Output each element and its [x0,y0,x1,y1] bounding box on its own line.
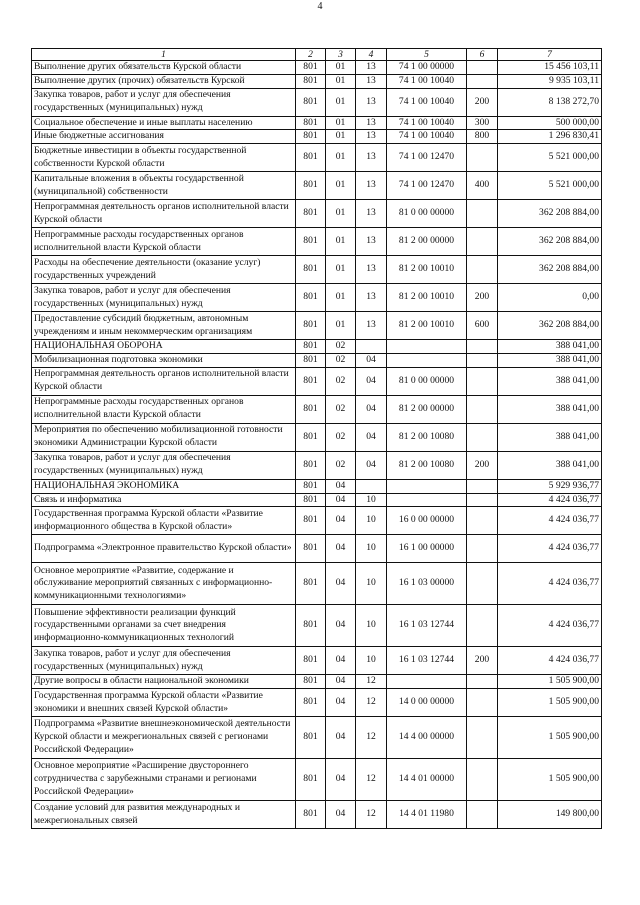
row-rz: 01 [326,256,356,284]
row-pr: 10 [356,507,387,535]
row-csr: 14 4 00 00000 [387,717,467,759]
row-gr: 801 [296,605,326,647]
table-row [32,130,602,144]
row-gr: 801 [296,563,326,605]
row-vr: 200 [467,88,498,116]
row-vr [467,535,498,563]
row-vr [467,61,498,75]
header-cell: 2 [296,49,326,61]
row-rz: 04 [326,759,356,801]
row-pr: 10 [356,535,387,563]
row-csr: 74 1 00 10040 [387,74,467,88]
row-rz: 04 [326,493,356,507]
row-pr: 12 [356,759,387,801]
header-cell: 1 [32,49,296,61]
table-row [32,535,602,563]
row-gr: 801 [296,479,326,493]
row-name: Иные бюджетные ассигнования [32,130,296,144]
row-amount: 4 424 036,77 [498,535,602,563]
row-csr [387,493,467,507]
row-gr: 801 [296,689,326,717]
row-rz: 02 [326,353,356,367]
row-name: Выполнение других (прочих) обязательств Курской [32,74,296,88]
row-rz: 04 [326,689,356,717]
row-name: Предоставление субсидий бюджетным, автономным учреждениям и иным некоммерческим организациям [32,312,296,340]
row-vr [467,395,498,423]
row-gr: 801 [296,717,326,759]
budget-table [31,48,602,829]
row-gr: 801 [296,200,326,228]
row-rz: 04 [326,535,356,563]
row-rz: 04 [326,479,356,493]
row-rz: 04 [326,647,356,675]
row-amount: 1 296 830,41 [498,130,602,144]
row-vr [467,717,498,759]
row-vr: 800 [467,130,498,144]
row-amount: 388 041,00 [498,353,602,367]
row-gr: 801 [296,284,326,312]
row-gr: 801 [296,144,326,172]
row-rz: 02 [326,423,356,451]
row-gr: 801 [296,801,326,829]
row-csr: 81 2 00 10080 [387,423,467,451]
row-csr: 74 1 00 10040 [387,116,467,130]
row-vr [467,759,498,801]
table-row [32,507,602,535]
row-pr [356,340,387,354]
row-name: Капитальные вложения в объекты государственной (муниципальной) собственности [32,172,296,200]
table-row [32,256,602,284]
row-vr [467,479,498,493]
row-csr: 14 4 01 00000 [387,759,467,801]
row-rz: 04 [326,717,356,759]
row-rz: 01 [326,130,356,144]
row-vr [467,493,498,507]
table-row [32,144,602,172]
row-name: Связь и информатика [32,493,296,507]
row-amount: 362 208 884,00 [498,312,602,340]
row-gr: 801 [296,88,326,116]
row-rz: 04 [326,801,356,829]
table-row [32,563,602,605]
row-pr: 04 [356,353,387,367]
header-cell: 3 [326,49,356,61]
row-rz: 04 [326,563,356,605]
row-pr: 12 [356,675,387,689]
table-row [32,200,602,228]
row-pr: 10 [356,647,387,675]
row-vr [467,353,498,367]
row-amount: 5 521 000,00 [498,172,602,200]
row-vr [467,507,498,535]
table-row [32,340,602,354]
header-cell: 4 [356,49,387,61]
row-csr: 81 2 00 10010 [387,312,467,340]
row-gr: 801 [296,256,326,284]
row-csr: 16 1 03 00000 [387,563,467,605]
row-amount: 1 505 900,00 [498,759,602,801]
row-amount: 388 041,00 [498,340,602,354]
row-name: Непрограммные расходы государственных органов исполнительной власти Курской области [32,228,296,256]
row-csr [387,675,467,689]
table-row [32,451,602,479]
table-row [32,605,602,647]
row-name: НАЦИОНАЛЬНАЯ ЭКОНОМИКА [32,479,296,493]
table-row [32,74,602,88]
row-name: Создание условий для развития международных и межрегиональных связей [32,801,296,829]
row-name: НАЦИОНАЛЬНАЯ ОБОРОНА [32,340,296,354]
row-name: Мобилизационная подготовка экономики [32,353,296,367]
row-csr: 16 1 03 12744 [387,647,467,675]
row-gr: 801 [296,116,326,130]
row-csr: 16 0 00 00000 [387,507,467,535]
row-vr [467,200,498,228]
row-amount: 5 521 000,00 [498,144,602,172]
table-row [32,284,602,312]
row-csr: 81 0 00 00000 [387,367,467,395]
row-pr: 12 [356,717,387,759]
row-amount: 4 424 036,77 [498,493,602,507]
header-cell: 5 [387,49,467,61]
table-row [32,479,602,493]
row-pr: 04 [356,451,387,479]
row-pr: 13 [356,130,387,144]
row-amount: 362 208 884,00 [498,228,602,256]
row-amount: 362 208 884,00 [498,200,602,228]
row-gr: 801 [296,395,326,423]
row-amount: 149 800,00 [498,801,602,829]
row-rz: 01 [326,61,356,75]
row-amount: 388 041,00 [498,367,602,395]
row-rz: 01 [326,74,356,88]
table-row [32,353,602,367]
row-pr: 12 [356,801,387,829]
row-name: Повышение эффективности реализации функций государственными органами за счет внедрения информационно-коммуникационных технологий [32,605,296,647]
table-row [32,312,602,340]
row-vr [467,228,498,256]
row-csr: 81 2 00 10010 [387,256,467,284]
row-vr [467,340,498,354]
row-vr: 200 [467,647,498,675]
header-row [32,49,602,61]
row-gr: 801 [296,61,326,75]
table-row [32,801,602,829]
row-amount: 4 424 036,77 [498,605,602,647]
row-amount: 4 424 036,77 [498,647,602,675]
row-vr: 200 [467,284,498,312]
row-name: Непрограммные расходы государственных органов исполнительной власти Курской области [32,395,296,423]
row-rz: 02 [326,340,356,354]
table-row [32,116,602,130]
row-gr: 801 [296,423,326,451]
row-csr: 14 4 01 11980 [387,801,467,829]
row-pr: 04 [356,423,387,451]
row-rz: 04 [326,675,356,689]
row-name: Другие вопросы в области национальной экономики [32,675,296,689]
row-gr: 801 [296,367,326,395]
row-name: Подпрограмма «Электронное правительство Курской области» [32,535,296,563]
row-pr: 12 [356,689,387,717]
row-rz: 01 [326,116,356,130]
row-rz: 01 [326,172,356,200]
row-csr: 14 0 00 00000 [387,689,467,717]
row-amount: 500 000,00 [498,116,602,130]
row-gr: 801 [296,312,326,340]
row-gr: 801 [296,130,326,144]
row-amount: 362 208 884,00 [498,256,602,284]
row-vr [467,605,498,647]
row-csr [387,353,467,367]
row-csr: 81 2 00 10010 [387,284,467,312]
row-gr: 801 [296,340,326,354]
row-vr [467,675,498,689]
row-pr: 13 [356,172,387,200]
row-csr: 74 1 00 10040 [387,88,467,116]
row-csr: 81 2 00 00000 [387,228,467,256]
row-vr [467,689,498,717]
row-vr [467,423,498,451]
row-rz: 04 [326,507,356,535]
row-csr: 81 0 00 00000 [387,200,467,228]
row-amount: 15 456 103,11 [498,61,602,75]
row-name: Закупка товаров, работ и услуг для обеспечения государственных (муниципальных) нужд [32,88,296,116]
row-amount: 4 424 036,77 [498,507,602,535]
row-pr: 13 [356,228,387,256]
row-gr: 801 [296,493,326,507]
row-name: Социальное обеспечение и иные выплаты населению [32,116,296,130]
row-name: Основное мероприятие «Развитие, содержание и обслуживание мероприятий связанных с информационно-коммуникационными технологиями» [32,563,296,605]
table-row [32,395,602,423]
row-vr: 200 [467,451,498,479]
row-csr: 74 1 00 12470 [387,172,467,200]
row-vr [467,144,498,172]
row-gr: 801 [296,451,326,479]
row-vr [467,367,498,395]
row-pr: 13 [356,61,387,75]
row-pr: 04 [356,395,387,423]
row-rz: 01 [326,200,356,228]
row-amount: 0,00 [498,284,602,312]
row-gr: 801 [296,228,326,256]
row-pr [356,479,387,493]
row-rz: 01 [326,88,356,116]
row-name: Закупка товаров, работ и услуг для обеспечения государственных (муниципальных) нужд [32,451,296,479]
table-row [32,367,602,395]
row-pr: 04 [356,367,387,395]
header-cell: 7 [498,49,602,61]
row-vr [467,256,498,284]
row-gr: 801 [296,675,326,689]
row-rz: 02 [326,367,356,395]
row-name: Бюджетные инвестиции в объекты государственной собственности Курской области [32,144,296,172]
row-pr: 13 [356,200,387,228]
row-csr: 74 1 00 12470 [387,144,467,172]
row-gr: 801 [296,172,326,200]
row-gr: 801 [296,647,326,675]
row-name: Выполнение других обязательств Курской области [32,61,296,75]
row-rz: 02 [326,451,356,479]
page-number: 4 [317,1,323,12]
row-pr: 13 [356,284,387,312]
row-csr [387,479,467,493]
row-amount: 9 935 103,11 [498,74,602,88]
row-csr: 74 1 00 00000 [387,61,467,75]
row-pr: 13 [356,312,387,340]
row-pr: 13 [356,88,387,116]
row-name: Закупка товаров, работ и услуг для обеспечения государственных (муниципальных) нужд [32,647,296,675]
row-amount: 388 041,00 [498,451,602,479]
row-amount: 1 505 900,00 [498,689,602,717]
row-csr: 16 1 03 12744 [387,605,467,647]
row-gr: 801 [296,535,326,563]
row-vr [467,801,498,829]
row-vr [467,563,498,605]
row-gr: 801 [296,759,326,801]
row-rz: 04 [326,605,356,647]
table-row [32,675,602,689]
row-csr: 81 2 00 10080 [387,451,467,479]
row-vr: 400 [467,172,498,200]
table-row [32,493,602,507]
row-csr [387,340,467,354]
row-csr: 16 1 00 00000 [387,535,467,563]
table-row [32,172,602,200]
row-csr: 81 2 00 00000 [387,395,467,423]
table-row [32,61,602,75]
row-amount: 388 041,00 [498,395,602,423]
row-amount: 388 041,00 [498,423,602,451]
row-name: Закупка товаров, работ и услуг для обеспечения государственных (муниципальных) нужд [32,284,296,312]
row-amount: 1 505 900,00 [498,717,602,759]
row-name: Расходы на обеспечение деятельности (оказание услуг) государственных учреждений [32,256,296,284]
row-vr: 600 [467,312,498,340]
row-name: Государственная программа Курской области «Развитие информационного общества в Курской области» [32,507,296,535]
table-row [32,647,602,675]
row-vr: 300 [467,116,498,130]
row-amount: 4 424 036,77 [498,563,602,605]
table-row [32,759,602,801]
row-amount: 8 138 272,70 [498,88,602,116]
row-gr: 801 [296,353,326,367]
row-amount: 5 929 936,77 [498,479,602,493]
row-rz: 02 [326,395,356,423]
row-pr: 13 [356,144,387,172]
row-pr: 10 [356,605,387,647]
header-cell: 6 [467,49,498,61]
row-csr: 74 1 00 10040 [387,130,467,144]
row-rz: 01 [326,284,356,312]
row-rz: 01 [326,228,356,256]
row-gr: 801 [296,507,326,535]
table-row [32,228,602,256]
row-rz: 01 [326,312,356,340]
row-name: Мероприятия по обеспечению мобилизационной готовности экономики Администрации Курской области [32,423,296,451]
row-name: Подпрограмма «Развитие внешнеэкономической деятельности Курской области и межрегиональных связей с регионами Российской Федерации» [32,717,296,759]
table-row [32,689,602,717]
table-row [32,88,602,116]
row-name: Непрограммная деятельность органов исполнительной власти Курской области [32,200,296,228]
row-gr: 801 [296,74,326,88]
row-pr: 10 [356,493,387,507]
table-row [32,423,602,451]
table-row [32,717,602,759]
row-name: Непрограммная деятельность органов исполнительной власти Курской области [32,367,296,395]
row-pr: 10 [356,563,387,605]
row-name: Государственная программа Курской области «Развитие экономики и внешних связей Курской области» [32,689,296,717]
row-pr: 13 [356,116,387,130]
row-vr [467,74,498,88]
row-pr: 13 [356,74,387,88]
row-pr: 13 [356,256,387,284]
row-rz: 01 [326,144,356,172]
row-amount: 1 505 900,00 [498,675,602,689]
row-name: Основное мероприятие «Расширение двустороннего сотрудничества с зарубежными странами и регионами Российской Федерации» [32,759,296,801]
